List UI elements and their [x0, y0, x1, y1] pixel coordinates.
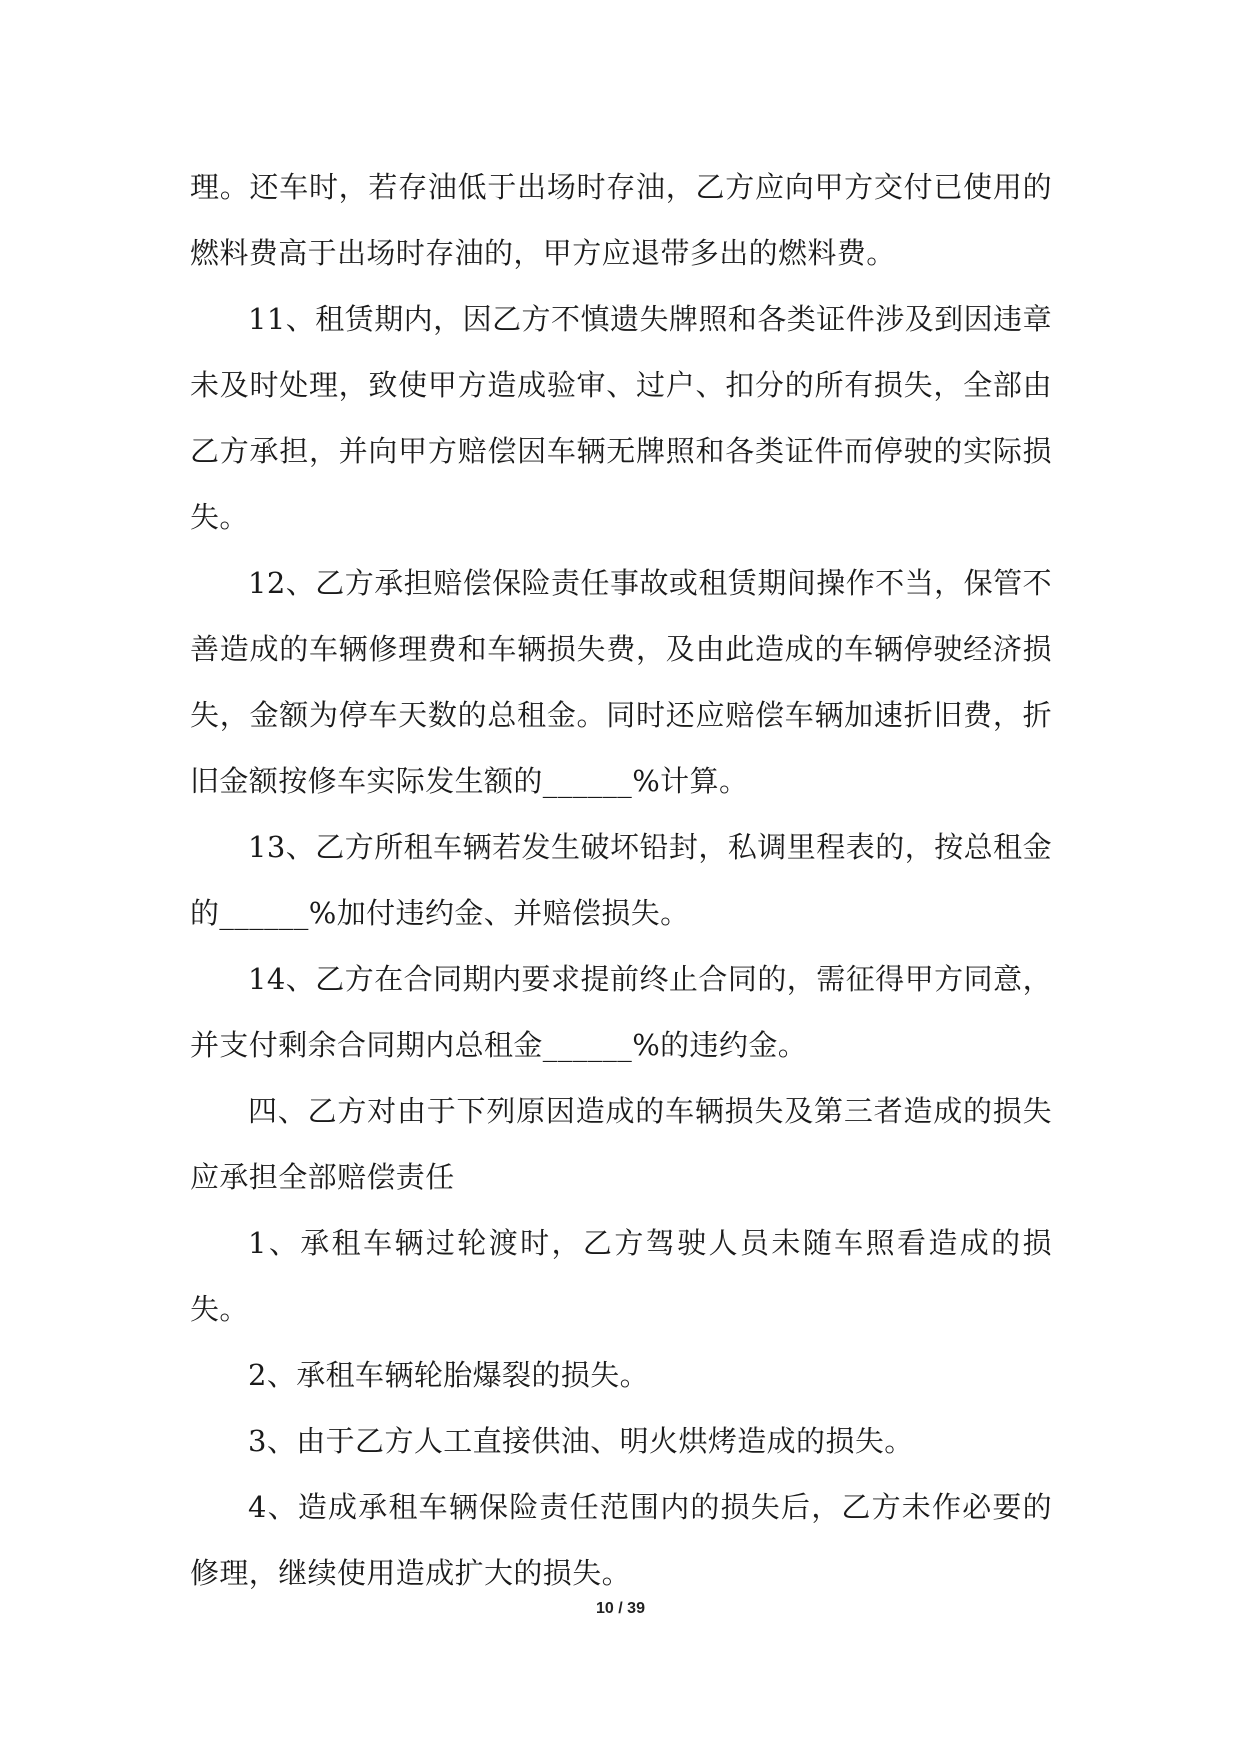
- page-number: 10 / 39: [596, 1600, 645, 1617]
- paragraph-clause-11: 11、租赁期内，因乙方不慎遗失牌照和各类证件涉及到因违章未及时处理，致使甲方造成验审、过户、扣分的所有损失，全部由乙方承担，并向甲方赔偿因车辆无牌照和各类证件而停驶的实际损失。: [190, 302, 1052, 534]
- paragraph-item-1: 1、承租车辆过轮渡时，乙方驾驶人员未随车照看造成的损失。: [190, 1226, 1052, 1326]
- paragraph-clause-14: 14、乙方在合同期内要求提前终止合同的，需征得甲方同意，并支付剩余合同期内总租金______%的违约金。: [190, 962, 1052, 1062]
- paragraph-item-4: 4、造成承租车辆保险责任范围内的损失后，乙方未作必要的修理，继续使用造成扩大的损失。: [190, 1490, 1052, 1590]
- paragraph-continued-fuel: 理。还车时，若存油低于出场时存油，乙方应向甲方交付已使用的燃料费高于出场时存油的，甲方应退带多出的燃料费。: [190, 170, 1052, 270]
- paragraph-item-3: 3、由于乙方人工直接供油、明火烘烤造成的损失。: [248, 1424, 914, 1458]
- paragraph-clause-12: 12、乙方承担赔偿保险责任事故或租赁期间操作不当，保管不善造成的车辆修理费和车辆损失费，及由此造成的车辆停驶经济损失，金额为停车天数的总租金。同时还应赔偿车辆加速折旧费，折旧金额按修车实际发生额的______%计算。: [190, 566, 1052, 798]
- paragraph-clause-13: 13、乙方所租车辆若发生破坏铅封，私调里程表的，按总租金的______%加付违约金、并赔偿损失。: [190, 830, 1052, 930]
- paragraph-section-4-heading: 四、乙方对由于下列原因造成的车辆损失及第三者造成的损失应承担全部赔偿责任: [190, 1094, 1052, 1194]
- paragraph-item-2: 2、承租车辆轮胎爆裂的损失。: [248, 1358, 650, 1392]
- document-body: [190, 154, 1052, 1606]
